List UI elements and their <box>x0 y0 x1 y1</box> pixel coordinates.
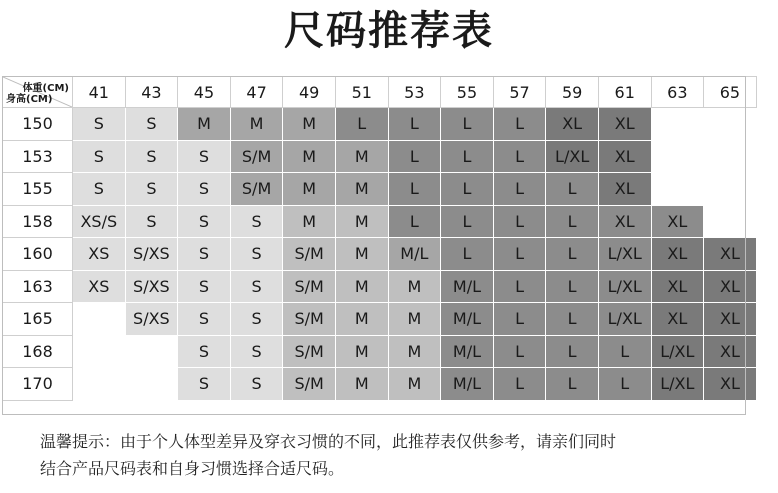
weight-header: 49 <box>283 77 336 108</box>
size-cell: S <box>230 238 283 271</box>
size-cell: XL <box>598 108 651 141</box>
size-cell: S/XS <box>125 303 178 336</box>
size-cell <box>125 368 178 401</box>
size-cell: M <box>388 368 441 401</box>
size-cell: L <box>546 368 599 401</box>
size-cell: S <box>178 238 231 271</box>
height-cell: 165 <box>3 303 73 336</box>
table-row <box>3 140 757 173</box>
size-cell: S <box>73 140 126 173</box>
size-cell: M <box>388 303 441 336</box>
size-cell: S/M <box>283 270 336 303</box>
size-cell: L/XL <box>598 303 651 336</box>
size-cell <box>73 303 126 336</box>
size-cell: S <box>73 173 126 206</box>
size-cell: M <box>335 303 388 336</box>
size-chart-table <box>2 76 757 401</box>
weight-header: 61 <box>598 77 651 108</box>
size-cell: S <box>230 368 283 401</box>
size-cell: S <box>178 270 231 303</box>
size-cell: S/M <box>283 335 336 368</box>
size-cell: XL <box>704 238 757 271</box>
table-row <box>3 335 757 368</box>
size-cell: L <box>493 303 546 336</box>
size-cell: XL <box>546 108 599 141</box>
size-cell: XL <box>651 238 704 271</box>
size-cell: L <box>388 140 441 173</box>
weight-axis-label: 体重(CM) <box>22 83 69 94</box>
size-cell: M/L <box>388 238 441 271</box>
height-cell: 153 <box>3 140 73 173</box>
size-cell: L <box>441 140 494 173</box>
size-cell: XS <box>73 238 126 271</box>
size-cell: L <box>546 270 599 303</box>
size-cell: S <box>230 270 283 303</box>
size-cell: XL <box>598 173 651 206</box>
size-cell: L/XL <box>651 335 704 368</box>
size-cell: M <box>283 205 336 238</box>
weight-header: 63 <box>651 77 704 108</box>
size-cell: L <box>546 173 599 206</box>
size-cell <box>651 173 704 206</box>
table-row <box>3 173 757 206</box>
size-cell: S <box>178 205 231 238</box>
size-cell: L <box>335 108 388 141</box>
size-cell: L <box>493 108 546 141</box>
size-cell: L <box>493 270 546 303</box>
size-cell: M/L <box>441 270 494 303</box>
size-cell: S/M <box>283 238 336 271</box>
size-cell: S/M <box>283 303 336 336</box>
size-cell: L <box>546 238 599 271</box>
table-row <box>3 238 757 271</box>
size-cell: L/XL <box>546 140 599 173</box>
size-cell: L <box>493 335 546 368</box>
size-cell: S <box>125 173 178 206</box>
size-cell: L <box>388 108 441 141</box>
size-cell: S <box>178 335 231 368</box>
weight-header: 45 <box>178 77 231 108</box>
size-cell <box>704 108 757 141</box>
corner-cell <box>3 77 73 108</box>
size-cell <box>651 108 704 141</box>
size-cell: XL <box>598 140 651 173</box>
size-cell <box>125 335 178 368</box>
size-cell: L/XL <box>651 368 704 401</box>
size-cell: M <box>388 335 441 368</box>
size-cell: S <box>178 303 231 336</box>
size-cell: M/L <box>441 303 494 336</box>
size-cell: XS <box>73 270 126 303</box>
size-cell: XL <box>704 368 757 401</box>
size-cell: M <box>283 173 336 206</box>
height-cell: 160 <box>3 238 73 271</box>
size-cell: S/M <box>230 140 283 173</box>
size-cell <box>704 140 757 173</box>
height-cell: 170 <box>3 368 73 401</box>
size-cell: S <box>230 205 283 238</box>
size-cell: L <box>441 205 494 238</box>
weight-header: 57 <box>493 77 546 108</box>
size-cell: M <box>283 140 336 173</box>
size-cell: M <box>230 108 283 141</box>
size-cell: L <box>441 173 494 206</box>
size-cell: XL <box>704 303 757 336</box>
height-cell: 163 <box>3 270 73 303</box>
size-cell: S/XS <box>125 270 178 303</box>
size-cell <box>704 205 757 238</box>
tip-line-1: 温馨提示：由于个人体型差异及穿衣习惯的不同，此推荐表仅供参考，请亲们同时 <box>40 432 617 451</box>
size-cell: M <box>335 270 388 303</box>
size-cell: XL <box>651 270 704 303</box>
tip-line-2: 结合产品尺码表和自身习惯选择合适尺码。 <box>40 459 345 478</box>
size-cell: XL <box>704 335 757 368</box>
size-cell: L <box>493 140 546 173</box>
size-cell: L <box>546 335 599 368</box>
weight-header: 51 <box>335 77 388 108</box>
size-cell <box>73 368 126 401</box>
weight-header: 55 <box>441 77 494 108</box>
size-cell: L <box>388 173 441 206</box>
size-cell <box>704 173 757 206</box>
size-cell: L <box>441 108 494 141</box>
weight-header: 65 <box>704 77 757 108</box>
height-axis-label: 身高(CM) <box>6 94 53 105</box>
size-cell: M <box>283 108 336 141</box>
size-cell: L <box>598 368 651 401</box>
size-cell: S <box>230 303 283 336</box>
size-cell <box>73 335 126 368</box>
size-cell: XL <box>598 205 651 238</box>
size-cell: S/XS <box>125 238 178 271</box>
size-cell: L <box>493 173 546 206</box>
height-cell: 155 <box>3 173 73 206</box>
tip-note <box>40 428 760 482</box>
size-cell: M <box>335 173 388 206</box>
size-cell: XL <box>704 270 757 303</box>
weight-header: 59 <box>546 77 599 108</box>
size-cell: L/XL <box>598 270 651 303</box>
table-row <box>3 205 757 238</box>
size-cell: M <box>335 140 388 173</box>
size-cell: M <box>178 108 231 141</box>
size-cell: XL <box>651 303 704 336</box>
size-cell: S <box>178 368 231 401</box>
size-cell: M <box>335 335 388 368</box>
size-cell: S/M <box>283 368 336 401</box>
size-cell: L <box>546 205 599 238</box>
size-cell: M/L <box>441 368 494 401</box>
size-cell: M <box>335 368 388 401</box>
size-cell: S <box>178 140 231 173</box>
size-cell: M/L <box>441 335 494 368</box>
size-cell: XS/S <box>73 205 126 238</box>
size-cell: S <box>125 205 178 238</box>
size-cell: S/M <box>230 173 283 206</box>
table-row <box>3 368 757 401</box>
size-cell: L <box>388 205 441 238</box>
table-row <box>3 108 757 141</box>
size-cell: L <box>441 238 494 271</box>
size-cell: S <box>178 173 231 206</box>
height-cell: 158 <box>3 205 73 238</box>
size-cell: M <box>335 238 388 271</box>
size-cell: L <box>493 238 546 271</box>
size-cell: S <box>73 108 126 141</box>
size-cell: M <box>335 205 388 238</box>
size-cell: L <box>546 303 599 336</box>
size-cell <box>651 140 704 173</box>
weight-header: 41 <box>73 77 126 108</box>
size-cell: XL <box>651 205 704 238</box>
weight-header: 47 <box>230 77 283 108</box>
height-cell: 150 <box>3 108 73 141</box>
table-row <box>3 270 757 303</box>
size-cell: L <box>598 335 651 368</box>
size-cell: S <box>125 140 178 173</box>
size-cell: L <box>493 368 546 401</box>
table-row <box>3 303 757 336</box>
header-row <box>3 77 757 108</box>
size-cell: L <box>493 205 546 238</box>
size-cell: M <box>388 270 441 303</box>
weight-header: 43 <box>125 77 178 108</box>
height-cell: 168 <box>3 335 73 368</box>
size-cell: S <box>125 108 178 141</box>
page-title: 尺码推荐表 <box>284 8 494 54</box>
size-cell: L/XL <box>598 238 651 271</box>
size-cell: S <box>230 335 283 368</box>
weight-header: 53 <box>388 77 441 108</box>
